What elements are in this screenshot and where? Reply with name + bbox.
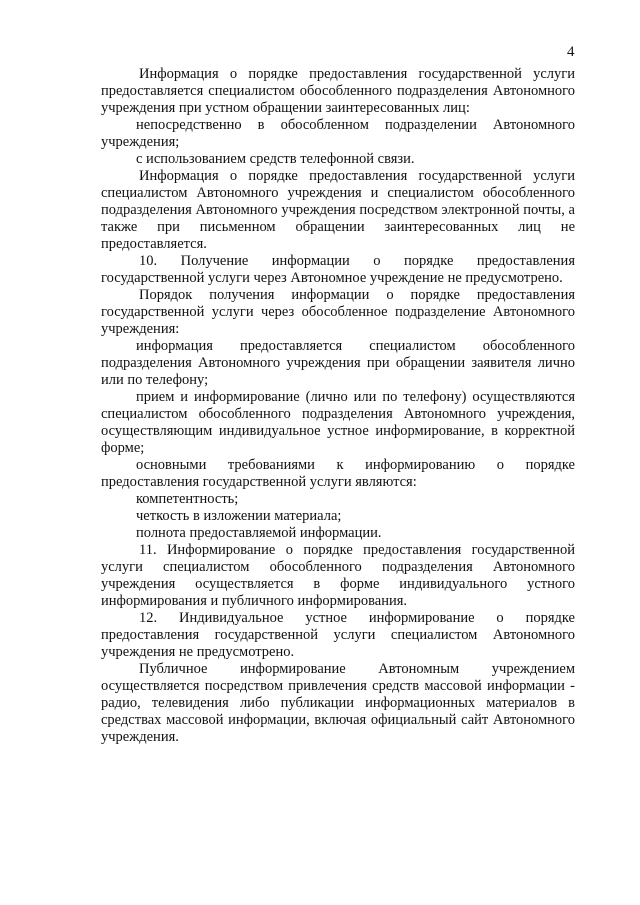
page-number: 4 — [567, 44, 575, 60]
paragraph-directly-in-unit: непосредственно в обособленном подразделении Автономного учреждения; — [101, 117, 575, 150]
paragraph-by-phone: с использованием средств телефонной связи. — [136, 151, 415, 167]
document-body — [101, 66, 575, 746]
paragraph-info-provided: информация предоставляется специалистом обособленного подразделения Автономного учреждения при обращении заявителя лично или по телефону; — [101, 338, 575, 388]
paragraph-item-10: 10. Получение информации о порядке предоставления государственной услуги через Автономное учреждение не предусмотрено. — [101, 253, 575, 286]
paragraph-item-11: 11. Информирование о порядке предоставления государственной услуги специалистом обособленного подразделения Автономного учреждения осуществляется в форме индивидуального устного информирования и публичного информирования. — [101, 542, 575, 609]
paragraph-item-12: 12. Индивидуальное устное информирование о порядке предоставления государственной услуги специалистом Автономного учреждения не предусмотрено. — [101, 610, 575, 660]
paragraph-requirements: основными требованиями к информированию о порядке предоставления государственной услуги являются: — [101, 457, 575, 490]
list-item-clarity: четкость в изложении материала; — [136, 508, 342, 524]
paragraph-info-procedure: Порядок получения информации о порядке предоставления государственной услуги через обособленное подразделение Автономного учреждения: — [101, 287, 575, 337]
paragraph-oral-info: Информация о порядке предоставления государственной услуги предоставляется специалистом обособленного подразделения Автономного учреждения при устном обращении заинтересованных лиц: — [101, 66, 575, 116]
paragraph-public-info: Публичное информирование Автономным учреждением осуществляется посредством привлечения средств массовой информации - радио, телевидения либо публикации информационных материалов в средствах массовой информации, включая официальный сайт Автономного учреждения. — [101, 661, 575, 745]
paragraph-reception: прием и информирование (лично или по телефону) осуществляются специалистом обособленного подразделения Автономного учреждения, осуществляющим индивидуальное устное информирование, в корректной форме; — [101, 389, 575, 456]
list-item-competence: компетентность; — [136, 491, 239, 507]
paragraph-no-email-info: Информация о порядке предоставления государственной услуги специалистом Автономного учреждения и специалистом обособленного подразделения Автономного учреждения посредством электронной почты, а также при письменном обращении заинтересованных лиц не предоставляется. — [101, 168, 575, 252]
list-item-completeness: полнота предоставляемой информации. — [136, 525, 382, 541]
